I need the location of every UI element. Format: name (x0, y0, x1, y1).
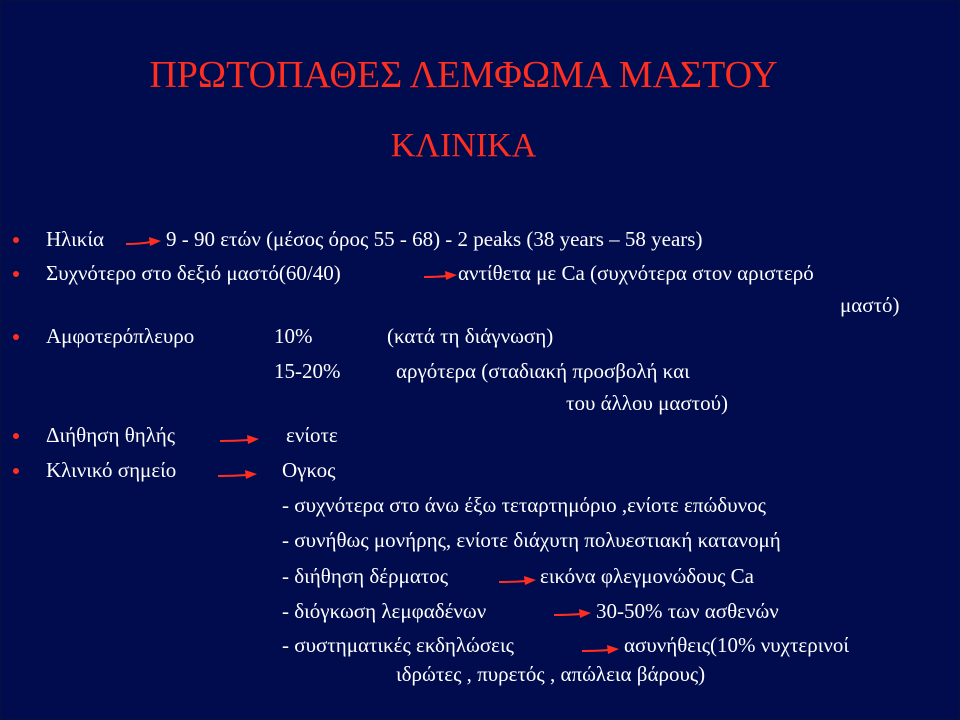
clinical-item-skin-value: εικόνα φλεγμονώδους Ca (540, 564, 754, 588)
clinical-item-systemic-value-2: ιδρώτες , πυρετός , απώλεια βάρους) (396, 662, 706, 686)
bullet-icon (13, 334, 19, 340)
slide-title: ΠΡΩΤΟΠΑΘΕΣ ΛΕΜΦΩΜΑ ΜΑΣΤΟΥ (149, 54, 778, 96)
nipple-value: ενίοτε (286, 423, 338, 447)
arrow-right-icon (498, 570, 538, 586)
age-value: 9 - 90 ετών (μέσος όρος 55 - 68) - 2 peaks (38 years – 58 years) (166, 227, 703, 251)
clinical-item-distribution: - συνήθως μονήρης, ενίοτε διάχυτη πολυεστιακή κατανομή (282, 528, 781, 552)
clinical-item-skin-label: - διήθηση δέρματος (282, 564, 449, 588)
nipple-label: Διήθηση θηλής (46, 423, 176, 447)
clinical-value: Ογκος (282, 458, 336, 482)
clinical-item-location: - συχνότερα στο άνω έξω τεταρτημόριο ,ενίοτε επώδυνος (282, 493, 766, 517)
clinical-item-nodes-label: - διόγκωση λεμφαδένων (282, 599, 487, 623)
arrow-right-icon (125, 231, 163, 247)
arrow-right-icon (553, 603, 593, 619)
arrow-right-icon (423, 265, 459, 281)
side-value-line1: αντίθετα με Ca (συχνότερα στον αριστερό (458, 261, 814, 285)
clinical-item-systemic-value: ασυνήθεις(10% νυχτερινοί (624, 633, 850, 657)
arrow-right-icon (581, 639, 621, 655)
bullet-icon (13, 468, 19, 474)
arrow-right-icon (219, 429, 261, 445)
side-value-line2: μαστό) (840, 293, 900, 317)
slide-subtitle: ΚΛΙΝΙΚΑ (390, 127, 537, 164)
bilateral-note-2-line1: αργότερα (σταδιακή προσβολή και (396, 359, 690, 383)
bilateral-pct-2: 15-20% (274, 359, 341, 383)
arrow-right-icon (217, 464, 259, 480)
bullet-icon (13, 271, 19, 277)
clinical-item-systemic-label: - συστηματικές εκδηλώσεις (282, 633, 514, 657)
clinical-label: Κλινικό σημείο (46, 458, 177, 482)
side-label: Συχνότερο στο δεξιό μαστό(60/40) (46, 261, 341, 285)
bilateral-note-1: (κατά τη διάγνωση) (387, 324, 554, 348)
clinical-item-nodes-value: 30-50% των ασθενών (596, 599, 779, 623)
bullet-icon (13, 433, 19, 439)
bilateral-pct-1: 10% (274, 324, 313, 348)
bilateral-note-2-line2: του άλλου μαστού) (566, 391, 729, 415)
bilateral-label: Αμφοτερόπλευρο (46, 324, 195, 348)
bullet-icon (13, 237, 19, 243)
age-label: Ηλικία (46, 227, 104, 251)
